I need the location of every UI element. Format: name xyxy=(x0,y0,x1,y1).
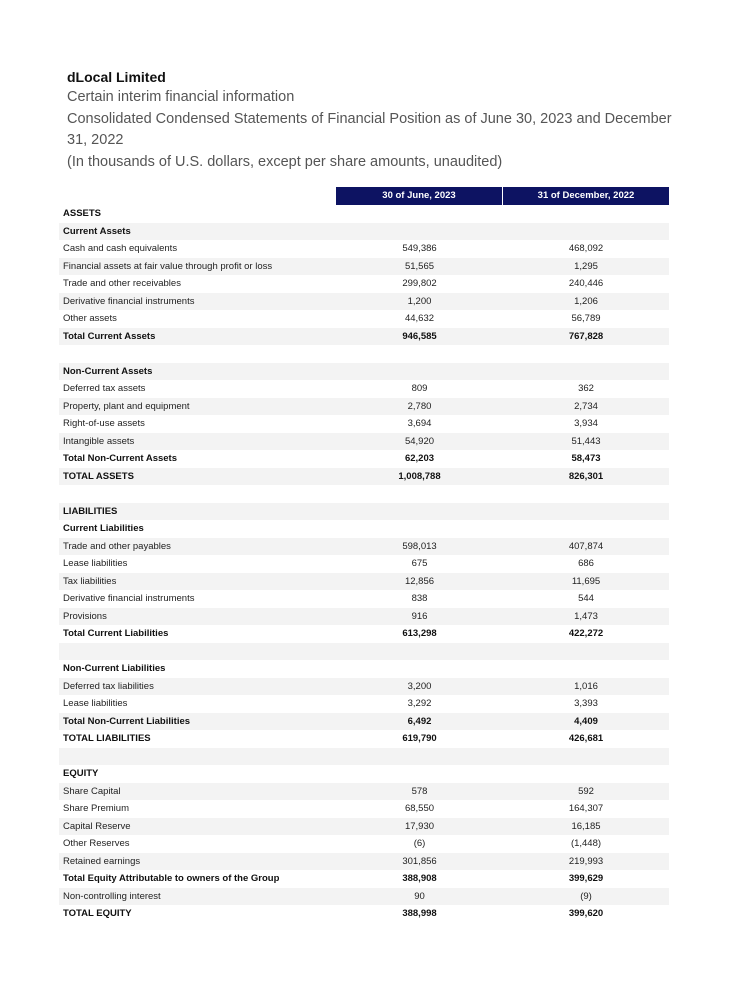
value-june-2023: 17,930 xyxy=(404,820,435,832)
value-june-2023: 613,298 xyxy=(402,628,437,640)
row-label: Deferred tax assets xyxy=(63,383,146,395)
row-label: Share Premium xyxy=(63,803,129,815)
value-june-2023: 51,565 xyxy=(404,260,435,272)
value-june-2023: 838 xyxy=(411,593,428,605)
table-row xyxy=(59,730,669,748)
value-june-2023: 301,856 xyxy=(402,855,437,867)
value-december-2022: (1,448) xyxy=(570,838,602,850)
table-row xyxy=(59,468,669,486)
value-june-2023: 388,908 xyxy=(402,873,437,885)
value-december-2022: 4,409 xyxy=(574,715,598,727)
value-december-2022: 1,295 xyxy=(574,260,598,272)
table-row xyxy=(59,765,669,783)
table-row xyxy=(59,520,669,538)
table-row xyxy=(59,310,669,328)
document-header xyxy=(67,68,687,173)
row-label: Derivative financial instruments xyxy=(63,295,195,307)
table-row xyxy=(59,888,669,906)
financial-position-table xyxy=(59,187,669,923)
value-december-2022: 826,301 xyxy=(568,470,604,482)
value-june-2023: 44,632 xyxy=(404,313,435,325)
value-june-2023: 6,492 xyxy=(407,715,432,727)
value-june-2023: 1,200 xyxy=(407,295,432,307)
value-december-2022: 240,446 xyxy=(568,278,604,290)
table-row xyxy=(59,625,669,643)
value-december-2022: (9) xyxy=(580,890,592,902)
row-label: LIABILITIES xyxy=(63,505,118,517)
value-june-2023: 54,920 xyxy=(404,435,435,447)
row-label: Non-Current Liabilities xyxy=(63,663,166,675)
value-december-2022: 2,734 xyxy=(574,400,598,412)
value-december-2022: 407,874 xyxy=(568,540,604,552)
table-row xyxy=(59,380,669,398)
table-row xyxy=(59,660,669,678)
value-june-2023: 68,550 xyxy=(404,803,435,815)
table-row xyxy=(59,870,669,888)
value-june-2023: 578 xyxy=(411,785,428,797)
row-label: Current Assets xyxy=(63,225,131,237)
table-row xyxy=(59,608,669,626)
table-row xyxy=(59,783,669,801)
value-december-2022: 56,789 xyxy=(571,313,601,325)
value-june-2023: 675 xyxy=(411,558,428,570)
value-december-2022: 1,016 xyxy=(574,680,598,692)
table-row xyxy=(59,905,669,923)
value-december-2022: 219,993 xyxy=(568,855,604,867)
value-december-2022: 51,443 xyxy=(571,435,601,447)
table-row xyxy=(59,835,669,853)
row-label: Lease liabilities xyxy=(63,558,128,570)
row-label: Share Capital xyxy=(63,785,121,797)
units-note: (In thousands of U.S. dollars, except per share amounts, unaudited) xyxy=(67,154,503,170)
value-december-2022: 468,092 xyxy=(568,243,604,255)
table-row xyxy=(59,345,669,363)
table-row xyxy=(59,713,669,731)
table-row xyxy=(59,853,669,871)
row-label: Lease liabilities xyxy=(63,698,128,710)
row-label: Property, plant and equipment xyxy=(63,400,190,412)
row-label: Non-Current Assets xyxy=(63,365,153,377)
table-row xyxy=(59,503,669,521)
row-label: Tax liabilities xyxy=(63,575,117,587)
value-june-2023: (6) xyxy=(413,838,426,850)
row-label: Deferred tax liabilities xyxy=(63,680,154,692)
column-header-december-2022: 31 of December, 2022 xyxy=(503,187,669,205)
table-body xyxy=(59,205,669,923)
table-row xyxy=(59,818,669,836)
row-label: Total Equity Attributable to owners of the Group xyxy=(63,873,280,885)
row-label: Other assets xyxy=(63,313,117,325)
table-row xyxy=(59,590,669,608)
column-header-june-2023: 30 of June, 2023 xyxy=(336,187,503,205)
value-december-2022: 16,185 xyxy=(571,820,601,832)
value-december-2022: 362 xyxy=(578,383,594,395)
row-label: TOTAL EQUITY xyxy=(63,908,132,920)
row-label: Trade and other receivables xyxy=(63,278,181,290)
company-name: dLocal Limited xyxy=(67,69,166,85)
value-december-2022: 426,681 xyxy=(568,733,604,745)
row-label: Total Current Assets xyxy=(63,330,156,342)
value-june-2023: 12,856 xyxy=(404,575,435,587)
table-row xyxy=(59,555,669,573)
table-row xyxy=(59,398,669,416)
subtitle-line-1: Certain interim financial information xyxy=(67,89,295,105)
row-label: Derivative financial instruments xyxy=(63,593,195,605)
row-label: Trade and other payables xyxy=(63,540,171,552)
row-label: Intangible assets xyxy=(63,435,135,447)
table-row xyxy=(59,363,669,381)
value-december-2022: 11,695 xyxy=(571,575,601,587)
row-label: Cash and cash equivalents xyxy=(63,243,178,255)
value-june-2023: 3,200 xyxy=(407,680,432,692)
value-june-2023: 809 xyxy=(411,383,428,395)
table-row xyxy=(59,643,669,661)
row-label: Retained earnings xyxy=(63,855,141,867)
row-label: Current Liabilities xyxy=(63,523,144,535)
row-label: Total Non-Current Assets xyxy=(63,453,178,465)
value-june-2023: 549,386 xyxy=(402,243,437,255)
table-row xyxy=(59,328,669,346)
table-row xyxy=(59,748,669,766)
header-spacer xyxy=(59,187,336,205)
value-june-2023: 619,790 xyxy=(402,733,437,745)
table-row xyxy=(59,415,669,433)
value-december-2022: 3,393 xyxy=(574,698,598,710)
value-june-2023: 90 xyxy=(414,890,425,902)
row-label: Capital Reserve xyxy=(63,820,131,832)
table-row xyxy=(59,450,669,468)
table-header-row xyxy=(59,187,669,205)
value-december-2022: 686 xyxy=(578,558,594,570)
table-row xyxy=(59,485,669,503)
row-label: Financial assets at fair value through profit or loss xyxy=(63,260,273,272)
row-label: Other Reserves xyxy=(63,838,130,850)
value-june-2023: 299,802 xyxy=(402,278,437,290)
table-row xyxy=(59,223,669,241)
table-row xyxy=(59,695,669,713)
table-row xyxy=(59,573,669,591)
value-december-2022: 422,272 xyxy=(568,628,604,640)
row-label: EQUITY xyxy=(63,768,99,780)
value-december-2022: 1,473 xyxy=(574,610,598,622)
table-row xyxy=(59,258,669,276)
table-row xyxy=(59,800,669,818)
value-june-2023: 1,008,788 xyxy=(398,470,441,482)
value-december-2022: 399,629 xyxy=(568,873,604,885)
value-june-2023: 62,203 xyxy=(404,453,435,465)
row-label: Right-of-use assets xyxy=(63,418,145,430)
row-label: Non-controlling interest xyxy=(63,890,161,902)
value-june-2023: 3,694 xyxy=(407,418,432,430)
table-row xyxy=(59,538,669,556)
row-label: ASSETS xyxy=(63,208,102,220)
row-label: TOTAL LIABILITIES xyxy=(63,733,151,745)
row-label: Total Non-Current Liabilities xyxy=(63,715,191,727)
value-june-2023: 388,998 xyxy=(402,908,437,920)
value-december-2022: 767,828 xyxy=(568,330,604,342)
table-row xyxy=(59,433,669,451)
value-december-2022: 164,307 xyxy=(568,803,604,815)
table-row xyxy=(59,275,669,293)
value-june-2023: 3,292 xyxy=(407,698,432,710)
value-december-2022: 592 xyxy=(578,785,594,797)
value-june-2023: 598,013 xyxy=(402,540,437,552)
value-june-2023: 916 xyxy=(411,610,428,622)
value-december-2022: 3,934 xyxy=(574,418,598,430)
table-row xyxy=(59,240,669,258)
table-row xyxy=(59,205,669,223)
value-june-2023: 2,780 xyxy=(407,400,432,412)
table-row xyxy=(59,678,669,696)
value-december-2022: 58,473 xyxy=(571,453,601,465)
value-december-2022: 544 xyxy=(578,593,594,605)
row-label: TOTAL ASSETS xyxy=(63,470,134,482)
value-june-2023: 946,585 xyxy=(402,330,437,342)
row-label: Total Current Liabilities xyxy=(63,628,169,640)
value-december-2022: 399,620 xyxy=(568,908,604,920)
table-row xyxy=(59,293,669,311)
statement-title: Consolidated Condensed Statements of Financial Position as of June 30, 2023 and December 31, 2022 xyxy=(67,111,672,148)
row-label: Provisions xyxy=(63,610,107,622)
value-december-2022: 1,206 xyxy=(574,295,598,307)
